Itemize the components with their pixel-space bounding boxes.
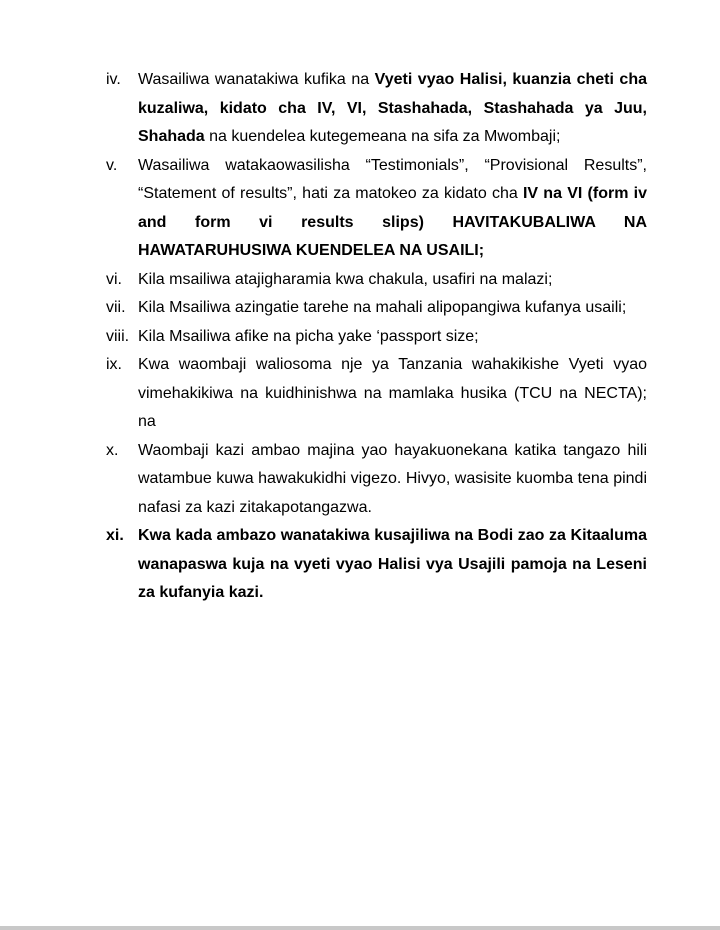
bold-text-segment: Kwa kada ambazo wanatakiwa kusajiliwa na Bodi zao za Kitaaluma wanapaswa kuja na vyeti vyao Halisi vya Usajili pamoja na Leseni za kufanyia kazi. <box>138 527 647 601</box>
list-item <box>106 294 647 323</box>
text-segment: Kwa waombaji waliosoma nje ya Tanzania wahakikishe Vyeti vyao vimehakikiwa na kuidhinishwa na mamlaka husika (TCU na NECTA); na <box>138 356 647 430</box>
list-item-text <box>138 437 647 523</box>
text-segment: Waombaji kazi ambao majina yao hayakuonekana katika tangazo hili watambue kuwa hawakukidhi vigezo. Hivyo, wasisite kuomba tena pindi nafasi za kazi zitakapotangazwa. <box>138 441 647 516</box>
list-item-number: x. <box>106 441 119 459</box>
list-item-number: xi. <box>106 527 124 544</box>
list-item <box>106 323 647 352</box>
text-segment: na kuendelea kutegemeana na sifa za Mwombaji; <box>204 128 561 145</box>
text-segment: Kila Msailiwa afike na picha yake ‘passport size; <box>138 327 479 345</box>
list-item-number: iv. <box>106 71 121 88</box>
list-item-number: ix. <box>106 356 122 373</box>
list-item <box>106 437 647 523</box>
instructions-list <box>106 66 647 608</box>
list-item-number: vii. <box>106 299 126 316</box>
list-item-text <box>138 522 647 608</box>
text-segment: Kila Msailiwa azingatie tarehe na mahali alipopangiwa kufanya usaili; <box>138 299 627 316</box>
list-item-text <box>138 323 647 352</box>
list-item-text <box>138 66 647 152</box>
list-item-text <box>138 152 647 266</box>
list-item-text <box>138 266 647 295</box>
list-item <box>106 66 647 152</box>
page-bottom-border <box>0 926 720 930</box>
list-item <box>106 266 647 295</box>
bold-text-segment: Vyeti vyao Halisi, kuanzia cheti cha kuzaliwa, kidato cha IV, VI, Stashahada, Stashahada ya Juu, Shahada <box>138 71 648 145</box>
list-item-number: vi. <box>106 270 122 288</box>
text-segment: Wasailiwa wanatakiwa kufika na <box>138 71 375 88</box>
list-item <box>106 522 647 608</box>
list-item <box>106 351 647 437</box>
bold-text-segment: IV na VI (form iv and form vi results slips) HAVITAKUBALIWA NA HAWATARUHUSIWA KUENDELEA NA USAILI; <box>138 185 647 259</box>
text-segment: Kila msailiwa atajigharamia kwa chakula, usafiri na malazi; <box>138 270 553 288</box>
list-item-text <box>138 294 647 323</box>
text-segment: Wasailiwa watakaowasilisha “Testimonials”, “Provisional Results”, “Statement of results”, hati za matokeo za kidato cha <box>138 156 647 202</box>
list-item-text <box>138 351 647 437</box>
list-item-number: v. <box>106 156 118 174</box>
list-item <box>106 152 647 266</box>
list-item-number: viii. <box>106 327 130 345</box>
